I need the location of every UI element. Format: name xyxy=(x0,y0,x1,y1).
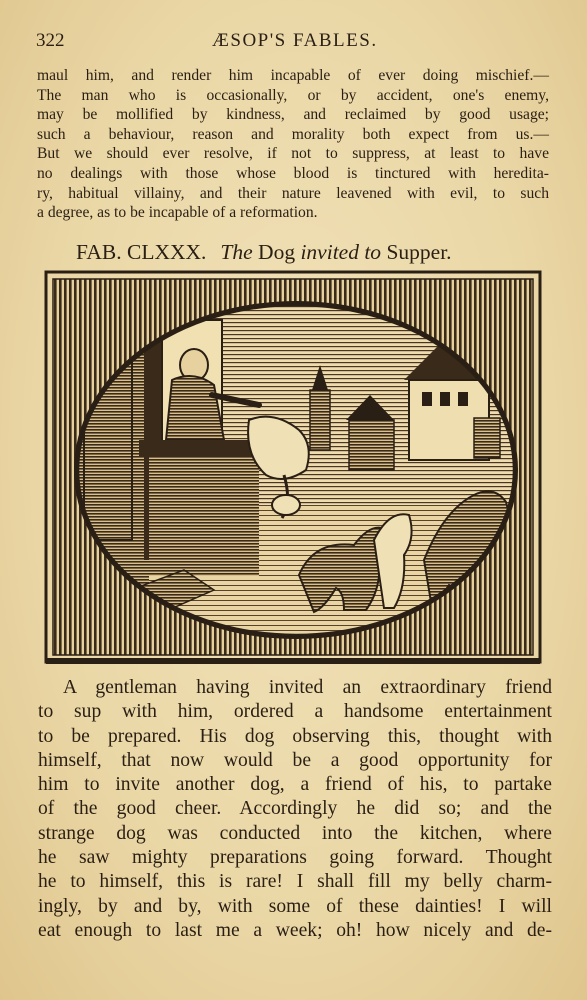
text-line: to be prepared. His dog observing this, thought with xyxy=(38,725,552,747)
text-line: him to invite another dog, a friend of his, to partake xyxy=(38,774,552,796)
fable-title-dog: Dog xyxy=(258,240,296,264)
text-line: strange dog was conducted into the kitchen, where xyxy=(38,822,552,844)
text-line: eat enough to last me a week; oh! how nicely and de- xyxy=(38,919,552,941)
text-line: The man who is occasionally, or by accident, one's enemy, xyxy=(37,86,549,104)
text-line: A gentleman having invited an extraordinary friend xyxy=(63,677,552,698)
text-line: himself, that now would be a good opportunity for xyxy=(38,749,552,771)
text-line: he to himself, this is rare! I shall fill my belly charm- xyxy=(38,871,552,893)
text-line: of the good cheer. Accordingly he did so; and the xyxy=(38,798,552,820)
fable-heading xyxy=(76,240,526,265)
running-title: ÆSOP'S FABLES. xyxy=(212,30,378,51)
text-line: no dealings with those whose blood is tinctured with heredita- xyxy=(37,164,549,182)
fable-number: FAB. CLXXX. xyxy=(76,240,207,264)
text-line: such a behaviour, reason and morality both expect from us.— xyxy=(37,125,549,143)
page-number: 322 xyxy=(36,30,65,51)
text-line: to sup with him, ordered a handsome entertainment xyxy=(38,701,552,723)
page-header xyxy=(36,30,557,54)
text-line: But we should ever resolve, if not to suppress, at least to have xyxy=(37,145,549,163)
fable-story-text xyxy=(38,676,552,943)
text-line: maul him, and render him incapable of ever doing mischief.— xyxy=(37,67,549,84)
text-line: a degree, as to be incapable of a reformation. xyxy=(37,204,318,222)
text-line: may be mollified by kindness, and reclaimed by good usage; xyxy=(37,106,549,124)
fable-title-italic: invited to xyxy=(300,240,382,264)
fable-title-suffix: Supper. xyxy=(386,240,452,264)
text-line: ingly, by and by, with some of these dainties! I will xyxy=(38,895,552,917)
previous-fable-text xyxy=(37,66,549,223)
woodcut-illustration xyxy=(44,270,544,666)
fable-title-prefix: The xyxy=(220,240,253,264)
text-line: ry, habitual villainy, and their nature leavened with evil, to such xyxy=(37,184,549,202)
text-line: he saw mighty preparations going forward. Thought xyxy=(38,847,552,869)
